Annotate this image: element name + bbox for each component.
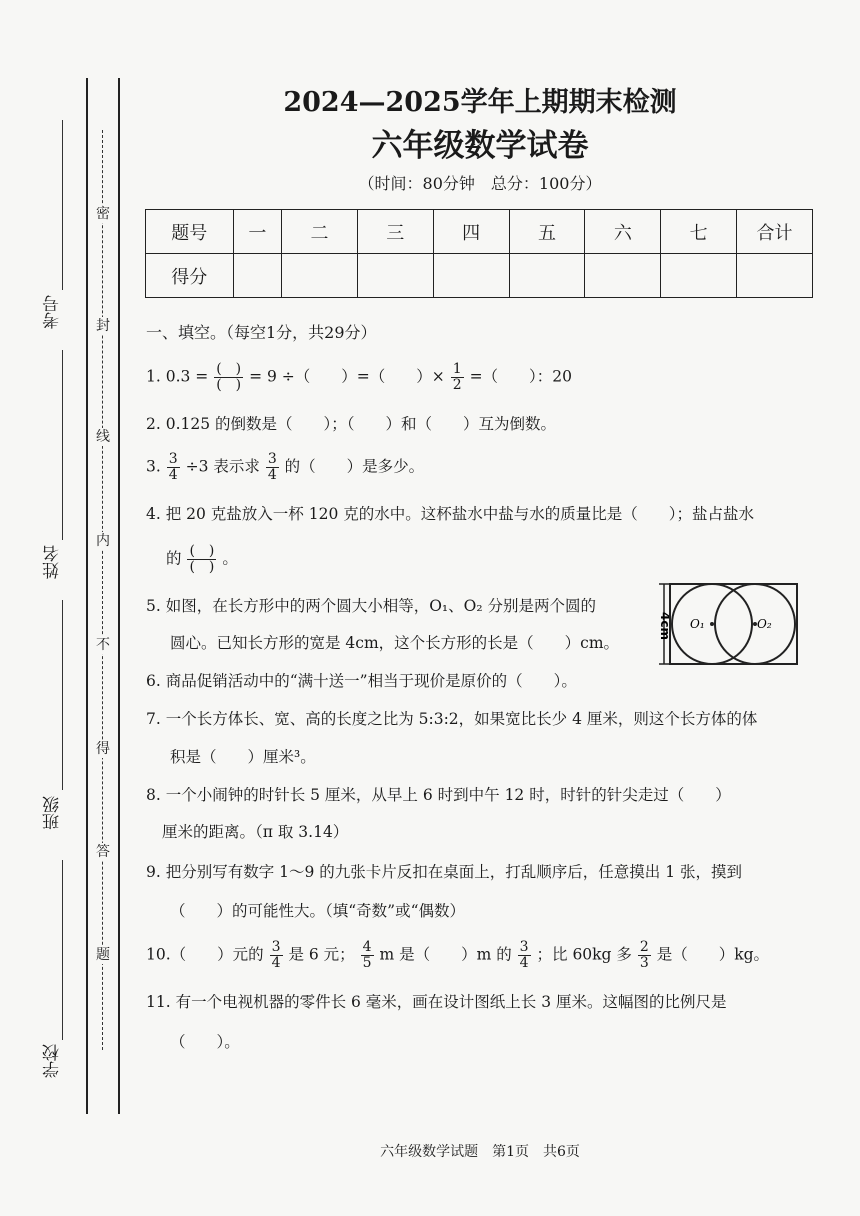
exam-title-year: 2024—2025学年上期期末检测 (283, 87, 677, 118)
question-6: 6. 商品促销活动中的“满十送一”相当于现价是原价的（ ）。 (146, 672, 577, 690)
score-col-total: 合计 (737, 210, 813, 254)
seal-char-mi: 密 (96, 206, 110, 222)
q10-part-e: 是（ ）kg。 (656, 945, 770, 964)
q1-frac-den: ( ) (216, 377, 242, 393)
question-10 (146, 940, 769, 971)
score-table-row1-header: 题号 (146, 210, 234, 254)
q10-frac2-den: 5 (362, 955, 372, 971)
score-col-5: 五 (509, 210, 585, 254)
o1-label: O₁ (690, 617, 705, 631)
q3-frac1-den: 4 (168, 467, 178, 483)
section-1-heading: 一、填空。（每空1分，共29分） (146, 323, 377, 342)
seal-char-xian: 线 (96, 429, 110, 445)
question-1 (146, 362, 572, 393)
score-cell[interactable] (585, 254, 661, 298)
q10-fraction-2 (361, 940, 374, 971)
q1-end: =（ ）：20 (469, 367, 573, 386)
score-cell[interactable] (357, 254, 433, 298)
q3-fraction-2 (266, 452, 279, 483)
q10-frac3-den: 4 (519, 955, 529, 971)
xingming-label: 姓名 (43, 545, 63, 579)
score-cell[interactable] (509, 254, 585, 298)
question-5-line-1: 5. 如图，在长方形中的两个圆大小相等，O₁、O₂ 分别是两个圆的 (146, 597, 596, 615)
q3-frac2-num: 3 (267, 451, 277, 467)
q3-fraction-1 (167, 452, 180, 483)
q10-fraction-3 (518, 940, 531, 971)
q4-frac-num: ( ) (189, 543, 215, 559)
q3-end: 的（ ）是多少。 (284, 457, 425, 476)
o2-label: O₂ (757, 617, 772, 631)
xingming-rule (62, 350, 63, 540)
center-point-o1 (710, 622, 714, 626)
page-footer: 六年级数学试题 第1页 共6页 (380, 1144, 580, 1160)
seal-dashed-line (102, 130, 103, 1050)
seal-char-bu: 不 (96, 637, 110, 653)
score-col-7: 七 (661, 210, 737, 254)
q1-prefix: 1. 0.3 = (146, 367, 209, 386)
score-table (145, 209, 813, 298)
question-3 (146, 452, 424, 483)
q10-frac4-num: 2 (639, 939, 649, 955)
question-11-line-1: 11. 有一个电视机器的零件长 6 毫米，画在设计图纸上长 3 厘米。这幅图的比例尺是 (146, 993, 727, 1011)
exam-title-subject: 六年级数学试卷 (371, 128, 589, 164)
q1-frac-num: ( ) (216, 361, 242, 377)
score-cell[interactable] (282, 254, 358, 298)
xuexiao-label: 学校 (43, 1044, 63, 1078)
q3-frac1-num: 3 (168, 451, 178, 467)
q10-frac3-num: 3 (519, 939, 529, 955)
score-col-6: 六 (585, 210, 661, 254)
score-cell[interactable] (433, 254, 509, 298)
q10-part-b: 是 6 元； (288, 945, 355, 964)
score-table-row2-header: 得分 (146, 254, 234, 298)
q1-fraction (214, 362, 243, 393)
score-cell[interactable] (737, 254, 813, 298)
banji-label: 班级 (43, 796, 63, 830)
q4-fraction (187, 544, 216, 575)
q1-half-fraction (451, 362, 464, 393)
question-8-line-1: 8. 一个小闹钟的时针长 5 厘米，从早上 6 时到中午 12 时，时针的针尖走过（ ） (146, 786, 731, 804)
q10-part-c: m 是（ ）m 的 (379, 945, 512, 964)
seal-char-da: 答 (96, 844, 110, 860)
q3-frac2-den: 4 (267, 467, 277, 483)
score-col-4: 四 (433, 210, 509, 254)
question-9-line-1: 9. 把分别写有数字 1～9 的九张卡片反扣在桌面上，打乱顺序后，任意摸出 1 张，摸到 (146, 863, 743, 881)
question-7-line-1: 7. 一个长方体长、宽、高的长度之比为 5:3:2，如果宽比长少 4 厘米，则这个长方体的体 (146, 710, 758, 728)
xuexiao-rule (62, 860, 63, 1040)
binding-line-outer (86, 78, 88, 1114)
rectangle-circles-figure (640, 578, 805, 670)
q3-prefix: 3. (146, 457, 161, 476)
q10-part-a: 10.（ ）元的 (146, 945, 264, 964)
q1-mid: = 9 ÷（ ）=（ ）× (249, 367, 445, 386)
score-table-header-row (146, 210, 813, 254)
score-col-3: 三 (357, 210, 433, 254)
score-table-score-row (146, 254, 813, 298)
question-4-line-1: 4. 把 20 克盐放入一杯 120 克的水中。这杯盐水中盐与水的质量比是（ ）；盐占盐水 (146, 505, 754, 523)
question-8-line-2: 厘米的距离。（π 取 3.14） (162, 823, 349, 841)
seal-char-de: 得 (96, 741, 110, 757)
score-col-2: 二 (282, 210, 358, 254)
exam-time-score: （时间：80分钟 总分：100分） (358, 174, 602, 193)
seal-char-ti: 题 (96, 947, 110, 963)
q4-line2-prefix: 的 (166, 549, 182, 568)
binding-line-inner (118, 78, 120, 1114)
question-2: 2. 0.125 的倒数是（ ）；（ ）和（ ）互为倒数。 (146, 415, 557, 433)
kaohao-label: 考号 (43, 295, 63, 329)
q4-frac-den: ( ) (189, 559, 215, 575)
score-cell[interactable] (233, 254, 281, 298)
q10-frac2-num: 4 (362, 939, 372, 955)
question-5-line-2: 圆心。已知长方形的宽是 4cm，这个长方形的长是（ ）cm。 (170, 634, 620, 652)
width-dimension-label: 4cm (658, 612, 672, 640)
score-col-1: 一 (233, 210, 281, 254)
question-4-line-2 (166, 544, 238, 575)
q10-part-d: ；比 60kg 多 (536, 945, 632, 964)
question-9-line-2: （ ）的可能性大。（填“奇数”或“偶数） (170, 902, 466, 920)
q1-half-den: 2 (452, 377, 462, 393)
banji-rule (62, 600, 63, 790)
q10-frac4-den: 3 (639, 955, 649, 971)
seal-char-feng: 封 (96, 318, 110, 334)
q10-fraction-4 (638, 940, 651, 971)
q10-frac1-den: 4 (271, 955, 281, 971)
q10-frac1-num: 3 (271, 939, 281, 955)
seal-char-nei: 内 (96, 533, 110, 549)
q3-mid: ÷3 表示求 (185, 457, 260, 476)
score-cell[interactable] (661, 254, 737, 298)
question-11-line-2: （ ）。 (170, 1033, 240, 1051)
q10-fraction-1 (270, 940, 283, 971)
q4-end: 。 (222, 549, 238, 568)
q1-half-num: 1 (452, 361, 462, 377)
question-7-line-2: 积是（ ）厘米³。 (170, 748, 316, 766)
